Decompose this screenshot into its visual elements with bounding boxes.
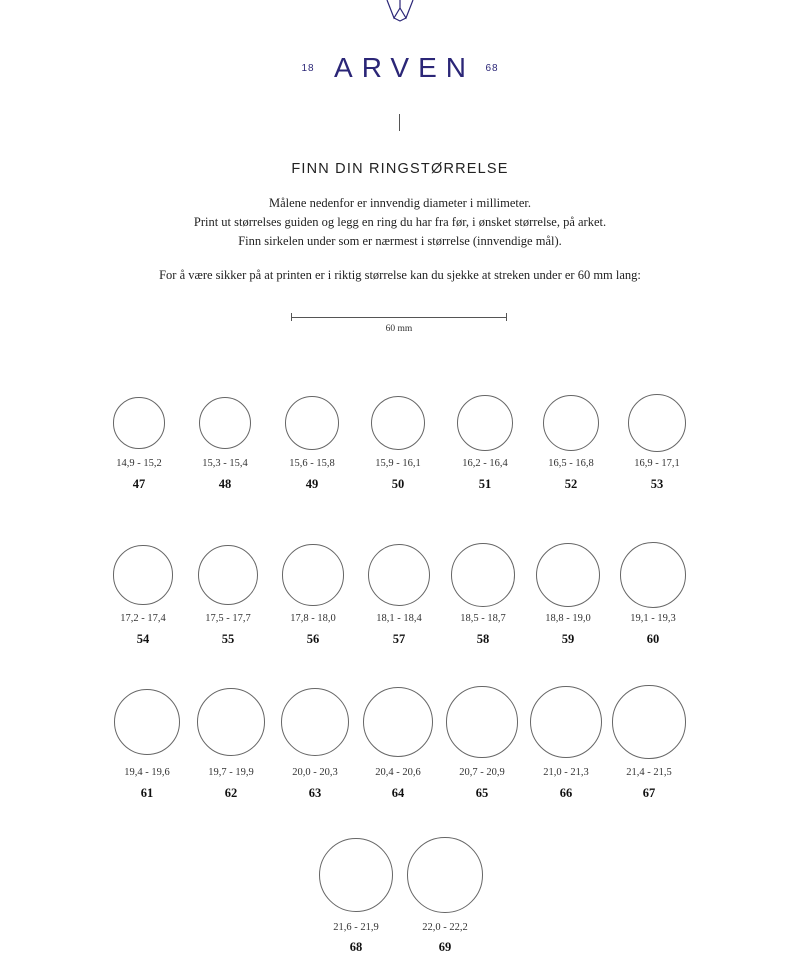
ring-circle xyxy=(407,837,483,913)
divider xyxy=(399,114,400,131)
ring-diameter-range: 18,8 - 19,0 xyxy=(545,613,591,624)
logo-mark-icon xyxy=(384,0,416,22)
brand-logo xyxy=(0,52,800,84)
ring-circle xyxy=(371,396,426,451)
ring-diameter-range: 16,2 - 16,4 xyxy=(462,458,508,469)
ruler-60mm xyxy=(291,312,507,322)
ring-diameter-range: 18,1 - 18,4 xyxy=(376,613,422,624)
ring-diameter-range: 17,5 - 17,7 xyxy=(205,613,251,624)
ring-size-number: 47 xyxy=(132,477,146,491)
ring-diameter-range: 17,2 - 17,4 xyxy=(120,613,166,624)
ring-diameter-range: 15,6 - 15,8 xyxy=(289,458,335,469)
ring-circle xyxy=(451,543,515,607)
ring-size-number: 51 xyxy=(478,477,492,491)
ring-size-number: 66 xyxy=(559,786,573,800)
ring-size-number: 57 xyxy=(392,632,406,646)
ring-circle xyxy=(368,544,430,606)
ring-size-number: 48 xyxy=(218,477,232,491)
ring-diameter-range: 19,7 - 19,9 xyxy=(208,767,254,778)
intro-line-4: For å være sikker på at printen er i riktig størrelse kan du sjekke at streken under er 60 mm lang: xyxy=(159,268,641,282)
ring-size-number: 61 xyxy=(140,786,154,800)
ring-size-number: 60 xyxy=(646,632,660,646)
ruler-line xyxy=(291,317,507,318)
ring-circle xyxy=(363,687,433,757)
intro-line-3: Finn sirkelen under som er nærmest i størrelse (innvendige mål). xyxy=(238,234,562,248)
ring-diameter-range: 19,1 - 19,3 xyxy=(630,613,676,624)
ring-diameter-range: 20,0 - 20,3 xyxy=(292,767,338,778)
ring-diameter-range: 14,9 - 15,2 xyxy=(116,458,162,469)
ring-size-number: 56 xyxy=(306,632,320,646)
brand-year-left: 18 xyxy=(301,62,315,74)
ruler-label: 60 mm xyxy=(385,324,413,334)
ring-size-number: 55 xyxy=(221,632,235,646)
ring-diameter-range: 19,4 - 19,6 xyxy=(124,767,170,778)
ring-circle xyxy=(281,688,350,757)
ruler-tick-start xyxy=(291,313,292,321)
ring-circle xyxy=(543,395,600,452)
ring-size-number: 49 xyxy=(305,477,319,491)
ring-circle xyxy=(113,545,172,604)
ring-diameter-range: 18,5 - 18,7 xyxy=(460,613,506,624)
ring-circle xyxy=(457,395,513,451)
ring-circle xyxy=(620,542,686,608)
ruler-tick-end xyxy=(506,313,507,321)
intro-line-2: Print ut størrelses guiden og legg en ring du har fra før, i ønsket størrelse, på arket. xyxy=(193,215,607,229)
ring-circle xyxy=(285,396,339,450)
page-title: FINN DIN RINGSTØRRELSE xyxy=(291,161,509,177)
ring-circle xyxy=(282,544,343,605)
ring-circle xyxy=(114,689,181,756)
ring-diameter-range: 20,4 - 20,6 xyxy=(375,767,421,778)
ring-circle xyxy=(530,686,602,758)
intro-line-1: Målene nedenfor er innvendig diameter i millimeter. xyxy=(268,196,532,210)
ring-circle xyxy=(197,688,265,756)
ring-diameter-range: 21,4 - 21,5 xyxy=(626,767,672,778)
ring-circle xyxy=(612,685,685,758)
ring-diameter-range: 16,5 - 16,8 xyxy=(548,458,594,469)
ring-diameter-range: 15,3 - 15,4 xyxy=(202,458,248,469)
ring-size-number: 53 xyxy=(650,477,664,491)
ring-diameter-range: 21,0 - 21,3 xyxy=(543,767,589,778)
ring-size-number: 54 xyxy=(136,632,150,646)
ring-size-number: 69 xyxy=(438,940,452,954)
ring-size-number: 63 xyxy=(308,786,322,800)
ring-circle xyxy=(198,545,258,605)
ring-diameter-range: 17,8 - 18,0 xyxy=(290,613,336,624)
ring-size-number: 64 xyxy=(391,786,405,800)
ring-circle xyxy=(446,686,517,757)
ring-size-number: 52 xyxy=(564,477,578,491)
ring-size-number: 62 xyxy=(224,786,238,800)
ring-size-number: 68 xyxy=(349,940,363,954)
ring-diameter-range: 21,6 - 21,9 xyxy=(333,922,379,933)
ring-size-number: 59 xyxy=(561,632,575,646)
ring-diameter-range: 15,9 - 16,1 xyxy=(375,458,421,469)
ring-circle xyxy=(628,394,686,452)
ring-circle xyxy=(113,397,164,448)
brand-year-right: 68 xyxy=(485,62,499,74)
ring-diameter-range: 22,0 - 22,2 xyxy=(422,922,468,933)
brand-name: ARVEN xyxy=(334,52,475,83)
ring-circle xyxy=(319,838,393,912)
ring-diameter-range: 16,9 - 17,1 xyxy=(634,458,680,469)
ring-size-number: 58 xyxy=(476,632,490,646)
ring-diameter-range: 20,7 - 20,9 xyxy=(459,767,505,778)
ring-circle xyxy=(536,543,601,608)
ring-size-number: 65 xyxy=(475,786,489,800)
ring-circle xyxy=(199,397,251,449)
ring-size-number: 67 xyxy=(642,786,656,800)
ring-size-number: 50 xyxy=(391,477,405,491)
